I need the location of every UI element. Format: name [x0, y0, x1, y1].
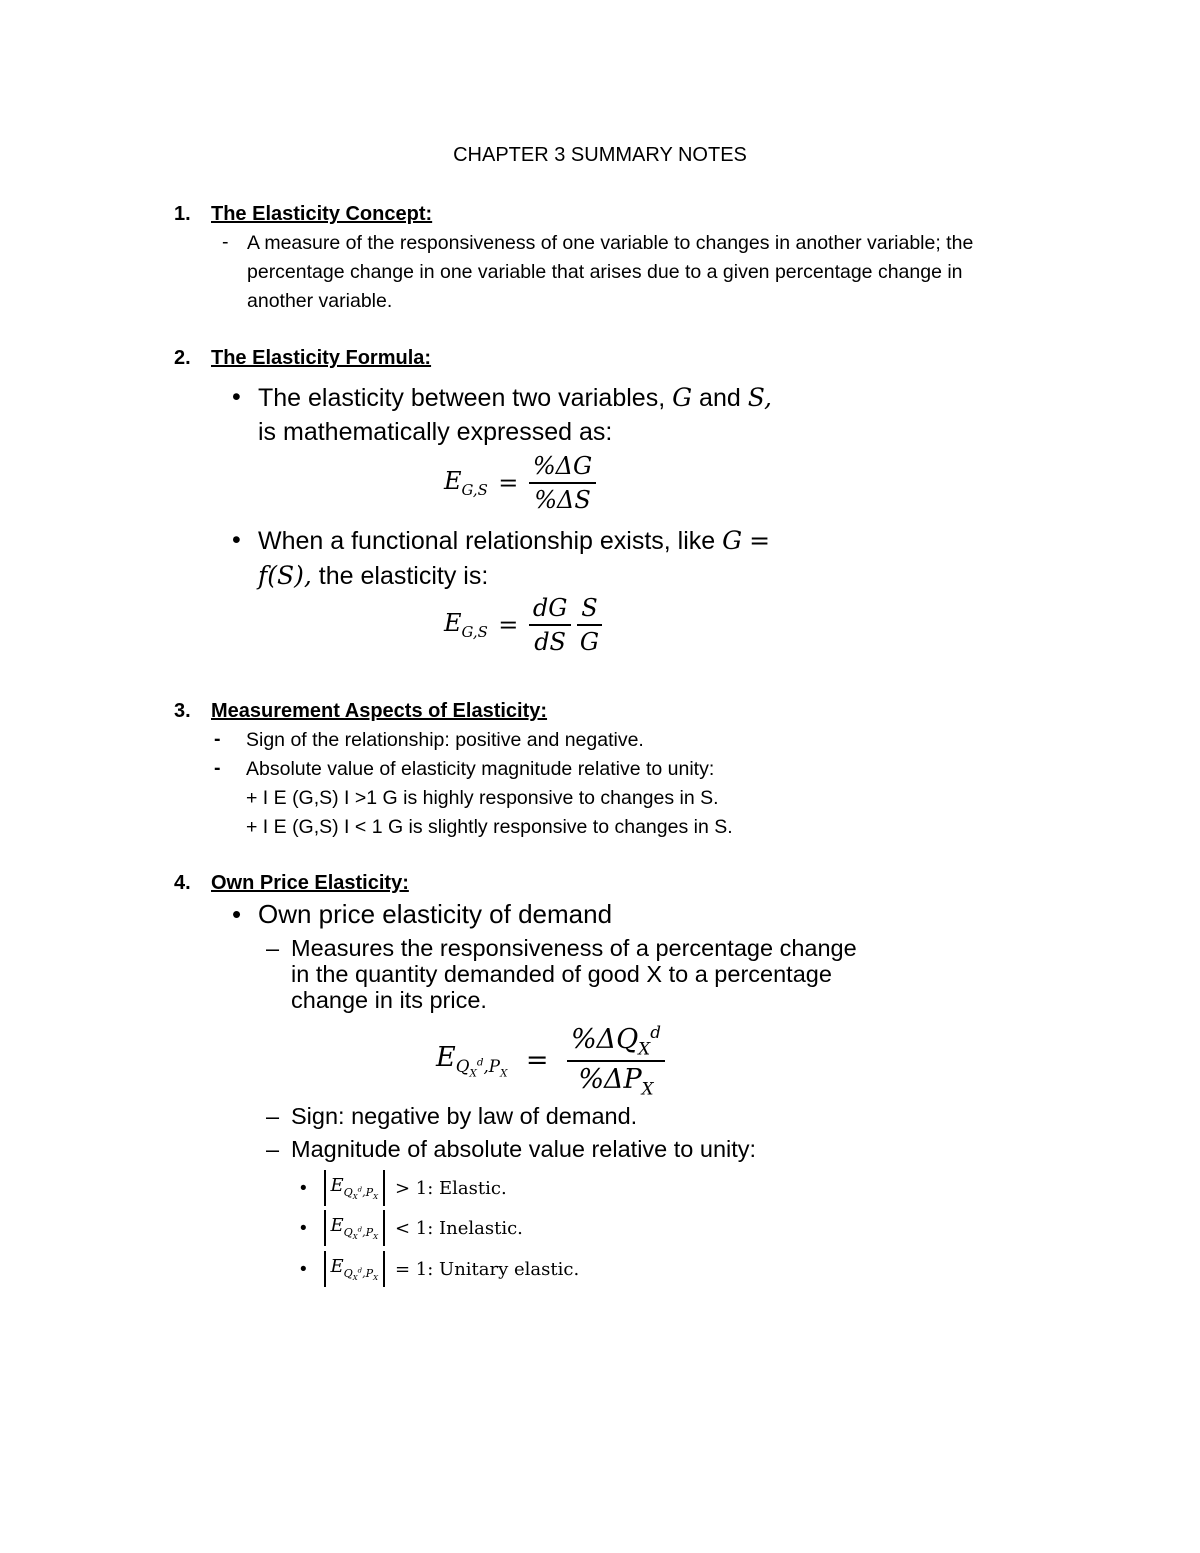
bullet-2-g: G [722, 526, 743, 555]
formula-bullet-2: • [232, 526, 241, 554]
bullet-2-second-line [258, 561, 488, 591]
formula-1-equals: = [498, 469, 519, 497]
own-price-bullet: • [232, 899, 242, 929]
case-inelastic: $E_{Q_X^d,P_X} < 1$: Inelastic. [324, 1210, 523, 1246]
definition-line-2: percentage change in one variable that arises due to a given percentage change in [247, 261, 963, 283]
case-elastic-relation: > 1: Elastic. [394, 1177, 507, 1199]
formula-2-lhs: $E_{G,S}$ [444, 609, 488, 641]
desc-line-2: in the quantity demanded of good X to a percentage [291, 961, 832, 987]
formula-1-denominator: %ΔS [534, 486, 591, 514]
sign-text: Sign: negative by law of demand. [291, 1103, 638, 1129]
desc-dash: – [266, 935, 280, 961]
bullet-1-line-2: is mathematically expressed as: [258, 418, 613, 446]
section-3-sub-item-1: + I E (G,S) I >1 G is highly responsive to changes in S. [246, 787, 719, 809]
desc-line-1: Measures the responsiveness of a percentage change [291, 935, 857, 961]
derivative-elasticity-formula [444, 594, 603, 656]
var-s: S, [747, 383, 772, 412]
section-1-heading: The Elasticity Concept: [211, 203, 433, 225]
section-3-item-1: Sign of the relationship: positive and negative. [246, 729, 644, 751]
magnitude-dash: – [266, 1136, 280, 1162]
formula-2-fraction-1 [529, 594, 572, 656]
definition-line-1: A measure of the responsiveness of one variable to changes in another variable; the [247, 232, 974, 254]
elasticity-formula [444, 452, 596, 514]
own-price-description [291, 935, 857, 1013]
desc-line-3: change in its price. [291, 987, 487, 1013]
page-title: CHAPTER 3 SUMMARY NOTES [453, 144, 747, 166]
formula-1-numerator: %ΔG [529, 452, 596, 484]
formula-1-lhs: $E_{G,S}$ [444, 467, 488, 499]
own-price-elasticity-formula [436, 1022, 665, 1099]
formula-2-num-2: S [577, 594, 601, 626]
bullet-2-equals: = [749, 526, 771, 555]
section-1-definition [247, 229, 973, 316]
section-3-dash-1: - [214, 728, 221, 750]
case-inelastic-relation: < 1: Inelastic. [394, 1217, 523, 1239]
bullet-2-fs: f(S), [258, 561, 312, 590]
formula-2-den-2: G [579, 628, 599, 656]
section-4-heading: Own Price Elasticity: [211, 872, 409, 894]
formula-2-equals: = [498, 611, 519, 639]
section-1-number: 1. [174, 203, 191, 225]
definition-line-3: another variable. [247, 290, 393, 312]
formula-2-fraction-2 [576, 594, 603, 656]
own-price-formula-fraction [567, 1022, 665, 1099]
section-4-number: 4. [174, 872, 191, 894]
section-1-dash: - [222, 231, 229, 253]
section-2-number: 2. [174, 347, 191, 369]
own-price-bullet-text: Own price elasticity of demand [258, 899, 613, 929]
case-bullet-elastic: • [300, 1178, 307, 1199]
own-price-formula-lhs: $E_{Q_X^d,P_X}$ [436, 1041, 508, 1080]
formula-bullet-1: • [232, 383, 241, 411]
case-unitary: $E_{Q_X^d,P_X} = 1$: Unitary elastic. [324, 1251, 579, 1287]
case-bullet-inelastic: • [300, 1218, 307, 1239]
bullet-2-line-2: the elasticity is: [318, 562, 489, 590]
section-3-number: 3. [174, 700, 191, 722]
own-price-formula-numerator: $\%\Delta Q_X^d$ [567, 1022, 665, 1062]
sign-dash: – [266, 1103, 280, 1129]
section-2-heading: The Elasticity Formula: [211, 347, 432, 369]
bullet-1-line-1: The elasticity between two variables, [258, 384, 666, 412]
formula-1-fraction [529, 452, 596, 514]
case-unitary-relation: = 1: Unitary elastic. [394, 1258, 580, 1280]
section-3-heading: Measurement Aspects of Elasticity: [211, 700, 548, 722]
case-elastic: $E_{Q_X^d,P_X} > 1$: Elastic. [324, 1170, 507, 1206]
var-g: G [672, 383, 693, 412]
formula-2-num-1: dG [529, 594, 572, 626]
magnitude-text: Magnitude of absolute value relative to unity: [291, 1136, 757, 1162]
formula-bullet-2-text [258, 526, 770, 556]
formula-2-den-1: dS [534, 628, 566, 656]
formula-bullet-1-text [258, 383, 772, 413]
word-and: and [699, 384, 741, 412]
bullet-2-line-1: When a functional relationship exists, like [258, 527, 716, 555]
own-price-formula-denominator: $\%\Delta P_X$ [578, 1064, 654, 1099]
section-3-item-2: Absolute value of elasticity magnitude relative to unity: [246, 758, 715, 780]
section-3-dash-2: - [214, 757, 221, 779]
case-bullet-unitary: • [300, 1259, 307, 1280]
own-price-formula-equals: = [525, 1044, 549, 1076]
section-3-sub-item-2: + I E (G,S) I < 1 G is slightly responsive to changes in S. [246, 816, 733, 838]
